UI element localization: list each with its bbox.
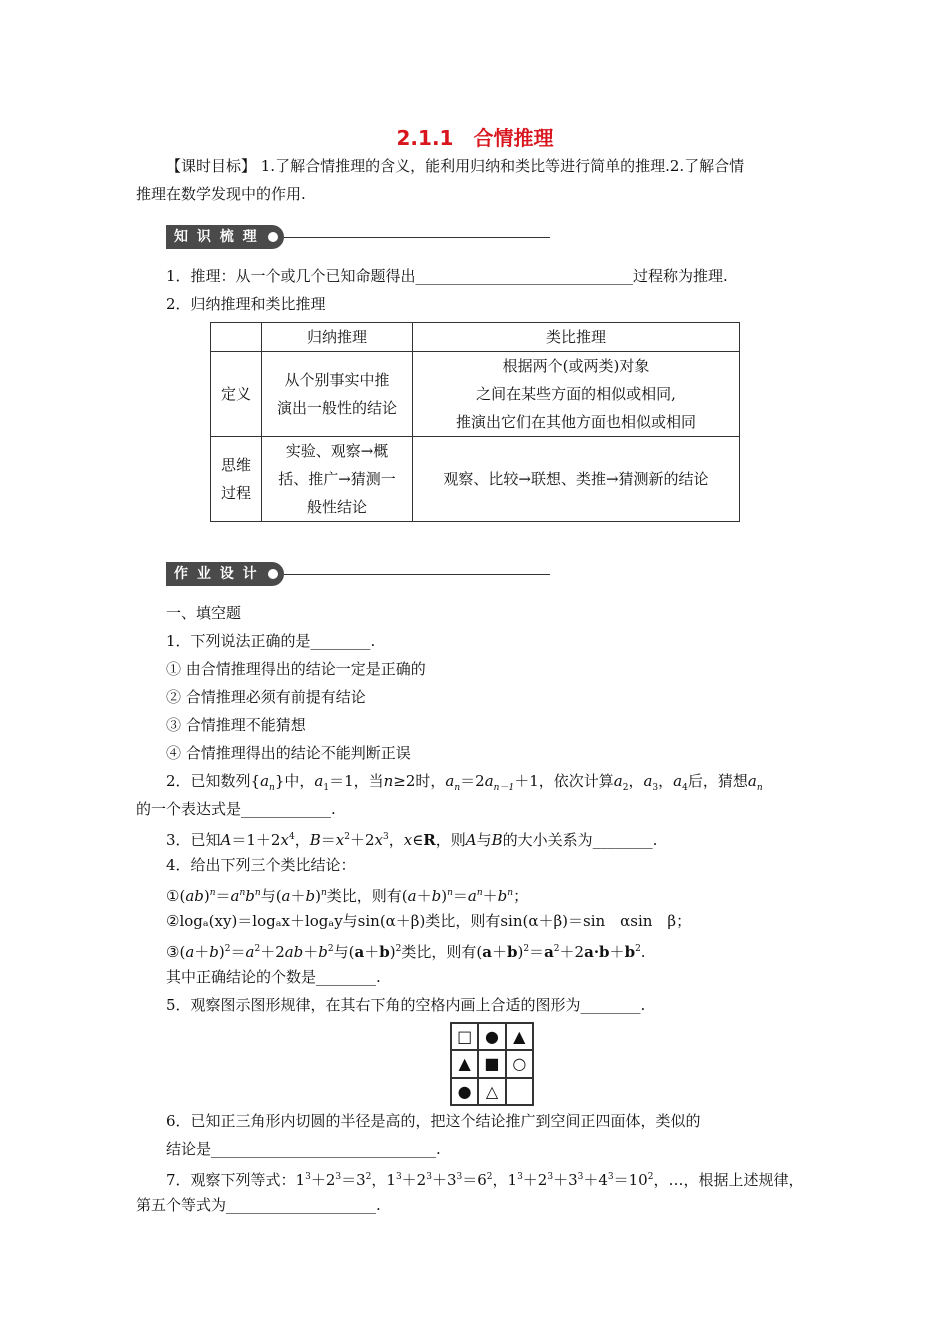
q4-var: a <box>230 887 240 905</box>
table-row-process <box>211 437 740 522</box>
cell-induction-definition <box>262 352 413 437</box>
white-circle-icon: ○ <box>506 1050 533 1077</box>
q2-text: }中， <box>274 772 315 790</box>
q2-line2 <box>136 795 336 823</box>
q4-text: ＋ <box>290 887 306 905</box>
cell-induction-process <box>262 437 413 522</box>
cell-line: 演出一般性的结论 <box>276 399 397 417</box>
q3-text: ∈ <box>412 831 424 849</box>
section-label: 知 识 梳 理 <box>166 225 284 249</box>
q6-line2: 结论是______________________________. <box>166 1140 441 1158</box>
objectives-line2: 推理在数学发现中的作用. <box>136 185 306 203</box>
q3 <box>166 823 657 854</box>
banner-rule <box>284 237 550 238</box>
white-square-icon: □ <box>451 1023 478 1050</box>
row-label-definition: 定义 <box>211 352 262 437</box>
q3-text: 3．已知 <box>166 831 221 849</box>
q4-text: ＝ <box>452 887 468 905</box>
q4-sup: 2 <box>254 944 261 954</box>
q7-text: ，…，根据上述规律， <box>653 1171 804 1189</box>
q4-sup: n <box>320 888 327 898</box>
q7-text: ＋4 <box>583 1171 608 1189</box>
q6-line1: 6．已知正三角形内切圆的半径是高的，把这个结论推广到空间正四面体，类似的 <box>166 1112 701 1130</box>
q3-sup: 4 <box>288 832 295 842</box>
cell-line: 过程 <box>220 484 251 502</box>
q4-text: ＋ <box>303 943 319 961</box>
cell-line: 括、推广→猜测一 <box>278 470 396 488</box>
q4-var: a <box>281 887 291 905</box>
q2-var: a <box>747 772 757 790</box>
q7-text: ，1 <box>492 1171 518 1189</box>
black-triangle-icon: ▲ <box>451 1050 478 1077</box>
item-1 <box>166 262 728 290</box>
q4-vec: a <box>354 943 365 961</box>
q3-sup: 3 <box>382 832 389 842</box>
q2-var: a <box>314 772 324 790</box>
q3-var: x <box>374 831 383 849</box>
q4-var: a <box>467 887 477 905</box>
q1-option-2: ② 合情推理必须有前提有结论 <box>166 688 366 706</box>
q7-sup: 3 <box>517 1172 523 1182</box>
q7-text: ＋2 <box>310 1171 336 1189</box>
fill-blank-heading: 一、填空题 <box>166 604 242 622</box>
q4-var: b <box>431 887 442 905</box>
q7-text: ＋2 <box>522 1171 548 1189</box>
q3-text: ， <box>388 831 404 849</box>
q7-line1 <box>166 1163 803 1194</box>
q4-var: b <box>209 943 219 961</box>
black-square-icon: ■ <box>478 1050 505 1077</box>
q2-sub: n <box>756 783 763 793</box>
q4-var: a <box>185 943 195 961</box>
q3-text: 的大小关系为________. <box>502 831 658 849</box>
q4-line1 <box>166 879 528 910</box>
q3-text: ＝ <box>320 831 336 849</box>
q7-text: ，1 <box>371 1171 396 1189</box>
cell-line: 思维 <box>220 456 251 474</box>
q4-sup: n <box>209 888 216 898</box>
white-triangle-icon: △ <box>478 1078 505 1105</box>
q7-sup: 2 <box>486 1172 493 1182</box>
q2-var: a <box>484 772 494 790</box>
q2-sub: 3 <box>652 783 659 793</box>
q1-stem: 1．下列说法正确的是________. <box>166 632 376 650</box>
q2-var: a <box>613 772 623 790</box>
q4-text: ) <box>517 943 524 961</box>
q4-var: b <box>305 887 316 905</box>
q2-sub: 4 <box>682 783 688 793</box>
q2-text: 后，猜想 <box>687 772 748 790</box>
q2-text: ＝2 <box>460 772 485 790</box>
q4-text: 类比，则有( <box>326 887 408 905</box>
q3-text: ， <box>294 831 310 849</box>
item1-suffix: 过程称为推理. <box>633 267 728 285</box>
item1-prefix: 1．推理：从一个或几个已知命题得出 <box>166 267 416 285</box>
q4-text: ＝ <box>215 887 231 905</box>
q4-var: ab <box>185 887 204 905</box>
q4-text: 与( <box>260 887 282 905</box>
q4-line2: ②logₐ(xy)＝logₐx＋logₐy与sin(α＋β)类比，则有sin(α＋β)＝sin αsin β； <box>166 912 692 930</box>
banner-rule <box>284 574 550 575</box>
cell-line: 实验、观察→概 <box>285 442 389 460</box>
q4-text: ③( <box>166 943 186 961</box>
q7-sup: 3 <box>547 1172 554 1182</box>
black-triangle-icon: ▲ <box>506 1023 533 1050</box>
q2-sub: n－1 <box>493 783 515 793</box>
q2-var: a <box>673 772 683 790</box>
q4-text: ) <box>315 887 321 905</box>
q1-option-1: ① 由合情推理得出的结论一定是正确的 <box>166 660 426 678</box>
cell-analogy-process: 观察、比较→联想、类推→猜测新的结论 <box>413 437 740 522</box>
q7-sup: 2 <box>365 1172 372 1182</box>
banner-dot-icon <box>268 569 278 579</box>
q7-text: ＝3 <box>341 1171 366 1189</box>
q1-option-3: ③ 合情推理不能猜想 <box>166 716 306 734</box>
table-header-row <box>211 323 740 352</box>
q3-text: ＝1＋2 <box>231 831 281 849</box>
q7-text: ＋3 <box>553 1171 578 1189</box>
q4-text: ) <box>389 943 396 961</box>
table-row-definition <box>211 352 740 437</box>
q4-sup: 2 <box>635 944 641 954</box>
q4-sup: 2 <box>224 944 231 954</box>
q7-sup: 3 <box>577 1172 584 1182</box>
q4-text: ＋ <box>416 887 432 905</box>
q2-text: 2．已知数列{ <box>166 772 261 790</box>
q4-text: . <box>640 943 646 961</box>
q4-text: ) <box>441 887 448 905</box>
q4-text: ＋2 <box>559 943 585 961</box>
q4-text: ①( <box>166 887 186 905</box>
q4-sup: n <box>507 888 514 898</box>
q4-line3 <box>166 935 646 966</box>
q4-text: 与( <box>333 943 355 961</box>
q3-var: x <box>335 831 345 849</box>
q3-var: x <box>280 831 289 849</box>
q2-text: ＝1，当 <box>329 772 384 790</box>
q4-vec: a <box>482 943 492 961</box>
q2-text: ， <box>658 772 674 790</box>
q4-sup: 2 <box>523 944 530 954</box>
q4-text: 类比，则有( <box>401 943 483 961</box>
cell-line: 般性结论 <box>306 498 367 516</box>
q7-text: 7．观察下列等式：1 <box>166 1171 306 1189</box>
q4-sup: n <box>447 888 453 898</box>
header-analogy: 类比推理 <box>413 323 740 352</box>
header-induction: 归纳推理 <box>262 323 413 352</box>
cell-line: 根据两个(或两类)对象 <box>502 357 650 375</box>
q4-vec: b <box>379 943 390 961</box>
q4-vec: a <box>544 943 554 961</box>
q4-text: ； <box>513 887 529 905</box>
q4-count: 其中正确结论的个数是________. <box>166 968 381 986</box>
q4-text: · <box>593 943 600 961</box>
item1-blank: _____________________________ <box>415 267 634 285</box>
q4-vec: b <box>599 943 610 961</box>
q4-var: b <box>318 943 328 961</box>
comparison-table <box>210 322 740 522</box>
q7-text: ＋3 <box>431 1171 457 1189</box>
black-circle-icon: ● <box>478 1023 505 1050</box>
q4-var: b <box>245 887 255 905</box>
q2-text: ≥2时， <box>393 772 446 790</box>
q7-text: ＋2 <box>401 1171 427 1189</box>
q7-line2: 第五个等式为____________________. <box>136 1196 381 1214</box>
q2-var: a <box>260 772 270 790</box>
q3-var: A <box>465 831 477 849</box>
q2-var: a <box>445 772 455 790</box>
q4-sup: n <box>239 888 246 898</box>
cell-line: 之间在某些方面的相似或相同, <box>476 385 676 403</box>
q4-var: a <box>245 943 255 961</box>
q2-text: ， <box>628 772 644 790</box>
q4-sup: 2 <box>395 944 402 954</box>
q4-var: ab <box>284 943 304 961</box>
q4-text: ＋ <box>491 943 507 961</box>
q4-text: ＋ <box>194 943 210 961</box>
q2-text: 的一个表达式是____________. <box>136 800 336 818</box>
q4-text: ＋ <box>482 887 498 905</box>
q2-var: n <box>383 772 394 790</box>
q4-sup: 2 <box>553 944 560 954</box>
q2-sub: 1 <box>323 783 330 793</box>
q2-sub: n <box>269 783 275 793</box>
q4-text: ＝ <box>529 943 545 961</box>
q3-var: B <box>491 831 503 849</box>
q4-text: ＋ <box>364 943 380 961</box>
q7-text: ＝6 <box>462 1171 487 1189</box>
q7-sup: 3 <box>395 1172 402 1182</box>
q4-text: ＋2 <box>260 943 285 961</box>
q3-text: ，则 <box>435 831 466 849</box>
q4-text: ) <box>203 887 210 905</box>
item-2: 2．归纳推理和类比推理 <box>166 295 326 313</box>
cell-analogy-definition <box>413 352 740 437</box>
section-banner-homework <box>166 562 550 586</box>
q4-vec: a <box>584 943 594 961</box>
row-label-process <box>211 437 262 522</box>
objectives-line1: 【课时目标】 1.了解合情推理的含义，能利用归纳和类比等进行简单的推理.2.了解合情 <box>166 157 745 175</box>
q2-sub: n <box>454 783 461 793</box>
q3-sup: 2 <box>344 832 350 842</box>
pattern-grid <box>450 1022 534 1106</box>
q4-sup: n <box>254 888 261 898</box>
cell-line: 从个别事实中推 <box>284 371 390 389</box>
q4-sup: n <box>476 888 483 898</box>
q4-var: a <box>407 887 417 905</box>
q2-var: a <box>643 772 653 790</box>
q2-text: ＋1，依次计算 <box>514 772 614 790</box>
q7-sup: 3 <box>426 1172 432 1182</box>
q4-vec: b <box>624 943 636 961</box>
q7-sup: 3 <box>335 1172 342 1182</box>
q4-text: ) <box>218 943 225 961</box>
empty-cell <box>506 1078 533 1105</box>
q4-text: ＋ <box>609 943 625 961</box>
q3-var: x <box>403 831 413 849</box>
cell-line: 推演出它们在其他方面也相似或相同 <box>455 413 696 431</box>
q7-sup: 3 <box>456 1172 463 1182</box>
q4-stem: 4．给出下列三个类比结论： <box>166 856 356 874</box>
q2-sub: 2 <box>622 783 629 793</box>
q3-var: B <box>309 831 321 849</box>
page-title: 2.1.1 合情推理 <box>396 126 554 150</box>
q7-sup: 2 <box>647 1172 654 1182</box>
q3-var: R <box>423 831 436 849</box>
q5-stem: 5．观察图示图形规律，在其右下角的空格内画上合适的图形为________. <box>166 996 646 1014</box>
q1-option-4: ④ 合情推理得出的结论不能判断正误 <box>166 744 411 762</box>
q7-sup: 3 <box>607 1172 614 1182</box>
section-label: 作 业 设 计 <box>166 562 284 586</box>
black-circle-icon: ● <box>451 1078 478 1105</box>
q7-sup: 3 <box>305 1172 311 1182</box>
q4-vec: b <box>506 943 518 961</box>
q7-text: ＝10 <box>613 1171 648 1189</box>
header-empty <box>211 323 262 352</box>
q3-var: A <box>220 831 232 849</box>
q4-text: ＝ <box>230 943 246 961</box>
q4-sup: 2 <box>327 944 334 954</box>
q3-text: ＋2 <box>349 831 375 849</box>
banner-dot-icon <box>268 232 278 242</box>
section-banner-knowledge <box>166 225 550 249</box>
q3-text: 与 <box>476 831 492 849</box>
q4-var: b <box>497 887 508 905</box>
